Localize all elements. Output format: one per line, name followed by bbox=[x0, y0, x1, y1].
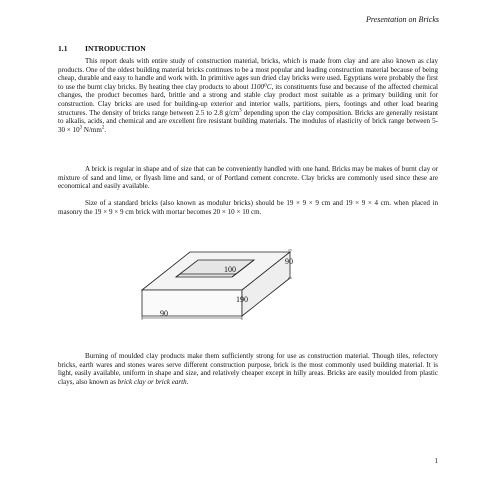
page-number: 1 bbox=[434, 457, 438, 465]
brick-front-face bbox=[142, 290, 242, 316]
p1-text-2: , its constituents fuse and because of the affected chemical changes, the product becomes hard, brittle and a strong and stable clay product most suitable as a primary building unit for construction. Clay bricks are used for building-up exterior and interior walls, partitions, piers, footings and other load bearing structures. The density of bricks range between 2.5 to 2.8 g/cm bbox=[58, 82, 439, 117]
p1-text-5: . bbox=[104, 125, 107, 134]
paragraph-introduction bbox=[58, 57, 438, 134]
width-label: 90 bbox=[160, 309, 168, 318]
p4-term-brick-earth: brick earth bbox=[155, 377, 187, 386]
paragraph-burning bbox=[58, 352, 438, 386]
page-header: Presentation on Bricks bbox=[365, 15, 439, 24]
paragraph-brick-size: Size of a standard bricks (also known as modulur bricks) should be 19 × 9 × 9 cm and 19 × 9 × 4 cm. when placed in masonry the 19 × 9 × 9 cm brick with mortar becomes 20 × 10 × 10 cm. bbox=[58, 199, 438, 216]
paragraph-brick-shape: A brick is regular in shape and of size that can be conveniently handled with one hand. Bricks may be makes of burnt clay or mixture of sand and lime, or flyash lime and sand, or of Portland cement concrete. Clay bricks are commonly used since these are economical and easily available. bbox=[58, 165, 438, 191]
p1-text-4: N/mm bbox=[82, 125, 102, 134]
p1-temperature: 1100⁰C bbox=[250, 82, 272, 91]
height-label: 90 bbox=[285, 257, 293, 266]
section-number: 1.1 bbox=[58, 44, 68, 53]
p1-unit-exponent: 2 bbox=[101, 125, 105, 131]
p1-density-exponent: 3 bbox=[239, 108, 242, 114]
p1-text-1: This report deals with entire study of construction material, bricks, which is made from clay and are also known as clay products. One of the oldest building material bricks continues to be a most popular and leading construction material because of being cheap, durable and easy to handle and work with. In primitive ages sun dried clay bricks were used. Egyptians were probably the first to use the burnt clay bricks. By heating thee clay products to about bbox=[58, 57, 438, 91]
p4-connector: or bbox=[145, 377, 156, 386]
brick-figure bbox=[140, 244, 302, 324]
frog-length-label: 100 bbox=[224, 265, 236, 274]
p4-text: Burning of moulded clay products make them sufficiently strong for use as construction material. Though tiles, refectory bricks, earth wares and stones wares serve different construction purpose, brick is the most commonly used building material. It is light, easily available, uniform in shape and size, and relatively cheaper except in hilly areas. Bricks are easily moulded from plastic clays, also known as bbox=[58, 352, 438, 386]
p1-modulus-exponent: 3 bbox=[79, 125, 83, 131]
p4-end: . bbox=[186, 377, 189, 386]
p4-term-brick-clay: brick clay bbox=[117, 377, 146, 386]
section-title: INTRODUCTION bbox=[85, 44, 146, 53]
p1-text-3: depending upon the clay composition. Bricks are generally resistant to alkalis, acids, and chemical and are excellent fire resistant building materials. The modulus of elasticity of brick range between 5-30 × 10 bbox=[58, 108, 438, 134]
length-label: 190 bbox=[236, 295, 248, 304]
section-heading bbox=[58, 44, 146, 53]
brick-drawing bbox=[140, 244, 302, 324]
